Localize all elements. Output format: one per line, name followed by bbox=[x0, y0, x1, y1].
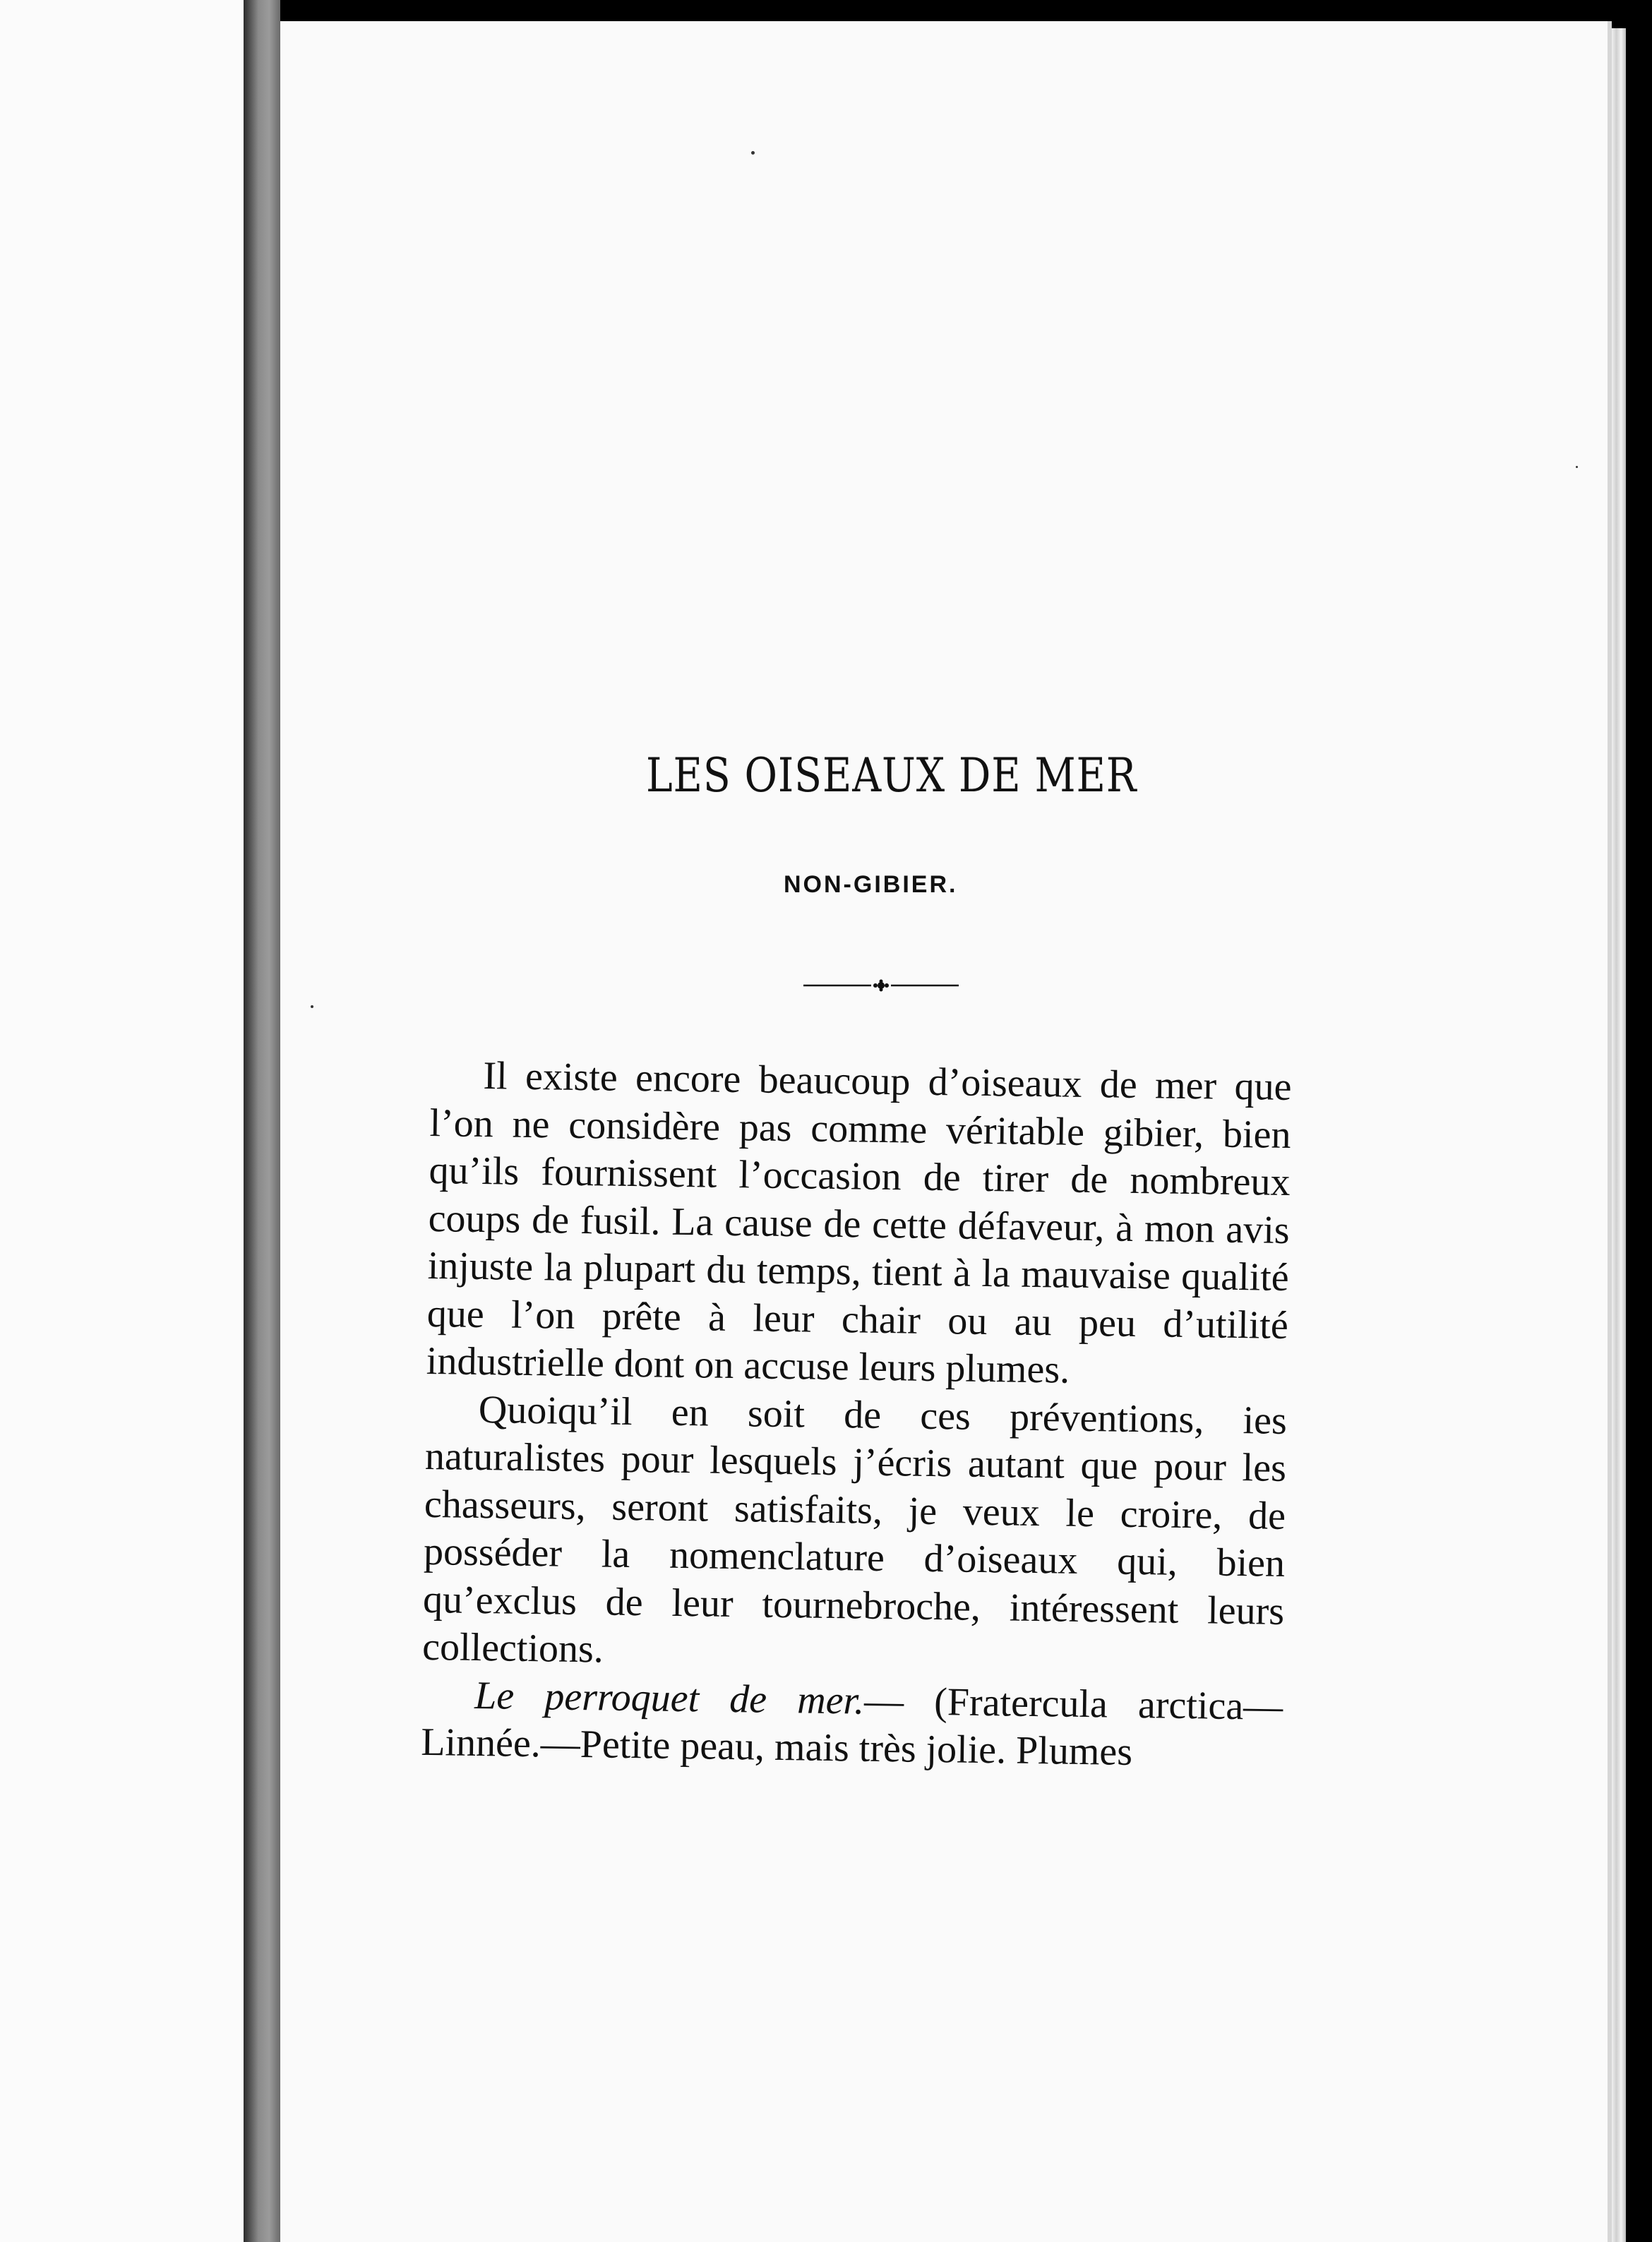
body-text bbox=[421, 1052, 1292, 1778]
species-name: Le perroquet de mer. bbox=[474, 1673, 865, 1723]
chapter-subtitle: NON-GIBIER. bbox=[784, 871, 958, 898]
scan-speck bbox=[751, 151, 755, 155]
book-gutter bbox=[244, 0, 280, 2242]
facing-page-strip bbox=[0, 0, 244, 2242]
species-description: — (Fratercula arctica—Linnée.—Petite peau, mais très jolie. Plumes bbox=[420, 1679, 1283, 1774]
scan-background bbox=[1626, 0, 1652, 2242]
scan-speck bbox=[1576, 466, 1578, 468]
paragraph-3 bbox=[421, 1671, 1283, 1778]
ornament-divider-icon bbox=[803, 978, 959, 993]
page-edges bbox=[1612, 28, 1626, 2242]
scan-speck bbox=[311, 1005, 313, 1008]
paragraph-1: Il existe encore beaucoup d’oiseaux de mer que l’on ne considère pas comme véritable gibier, bien qu’ils fournissent l’occasion de tirer de nombreux coups de fusil. La cause de cette défaveur, à mon avis injuste la plupart du temps, tient à la mauvaise qualité que l’on prête à leur chair ou au peu d’utilité industrielle dont on accuse leurs plumes. bbox=[426, 1054, 1292, 1392]
chapter-title: LES OISEAUX DE MER bbox=[646, 748, 1137, 803]
paragraph-2: Quoiqu’il en soit de ces préventions, ies naturalistes pour lesquels j’écris autant que pour les chasseurs, seront satisfaits, je veux le croire, de posséder la nomenclature d’oiseaux qui, bien qu’exclus de leur tournebroche, intéressent leurs collections. bbox=[421, 1387, 1288, 1672]
